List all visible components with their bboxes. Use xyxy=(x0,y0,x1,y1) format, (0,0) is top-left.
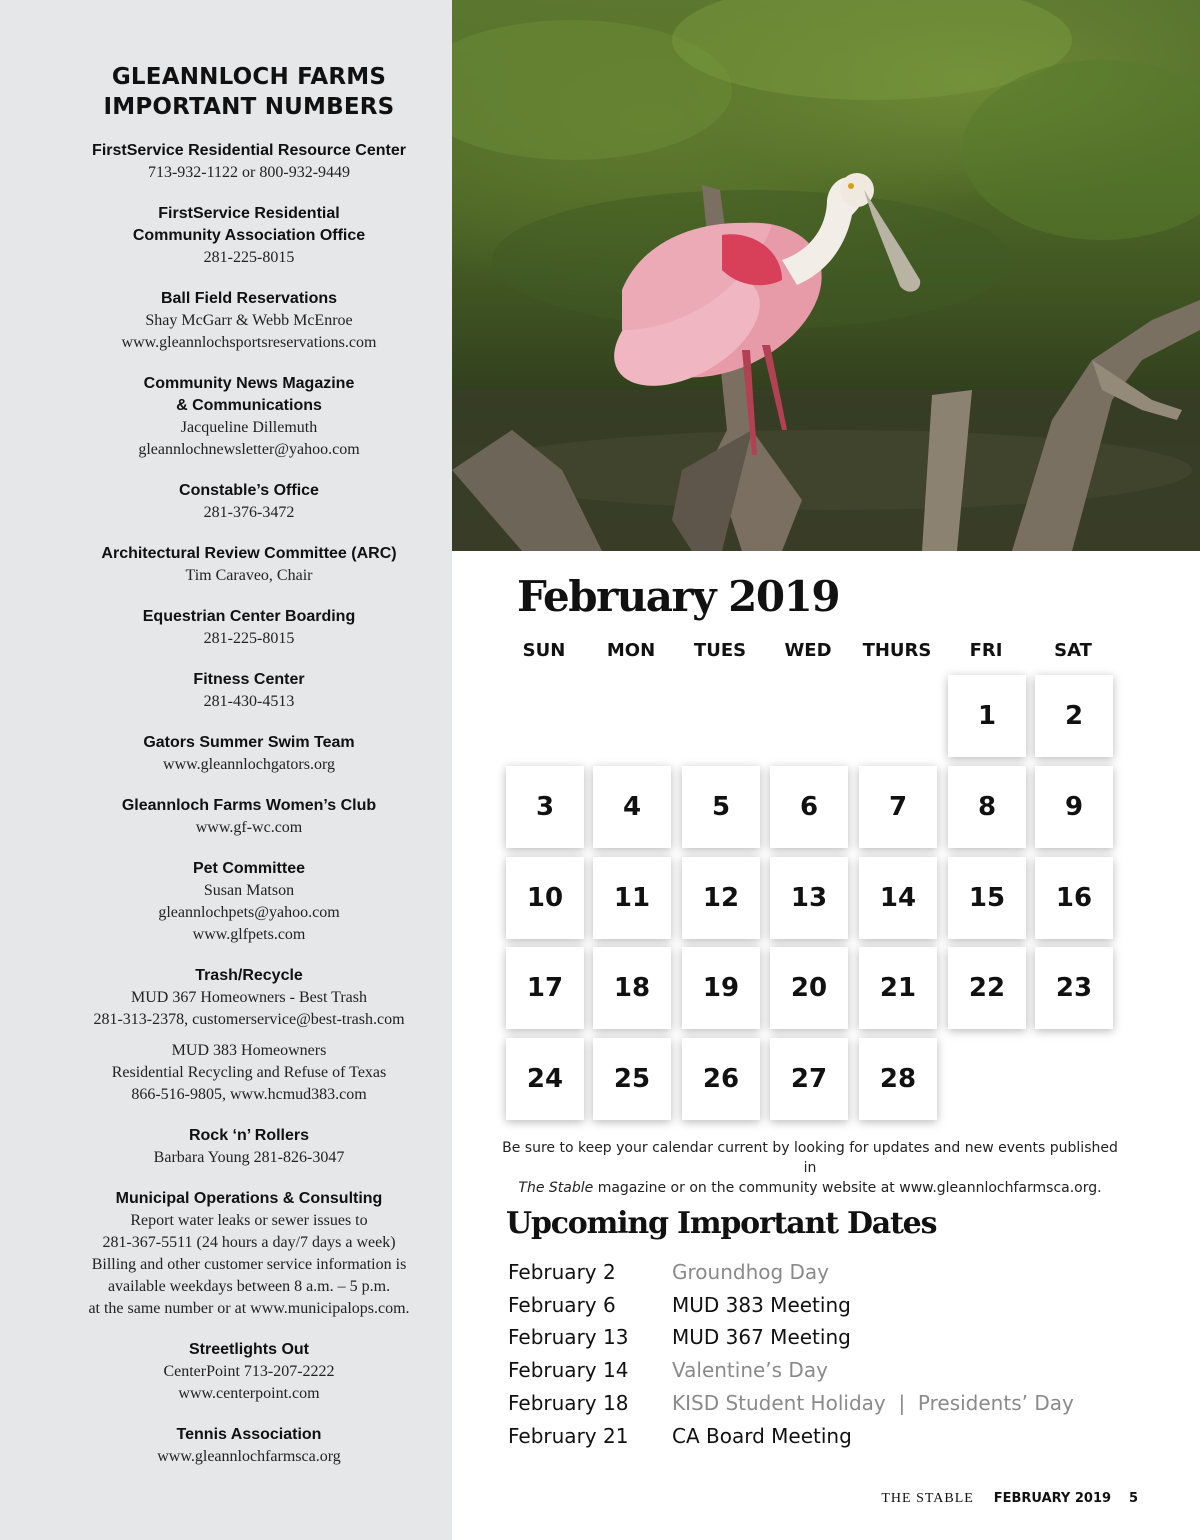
contact-detail: 281-225-8015 xyxy=(203,630,295,647)
contact-entry xyxy=(0,140,498,184)
contact-entry xyxy=(0,795,498,839)
calendar-note-line-2-rest: magazine or on the community website at www.gleannlochfarmsca.org. xyxy=(593,1180,1102,1196)
calendar-day-cell: 25 xyxy=(593,1038,671,1120)
magazine-name: The Stable xyxy=(518,1180,594,1196)
contact-detail: MUD 383 Homeowners xyxy=(171,1042,327,1059)
contact-entry xyxy=(0,480,498,524)
contact-detail: Tim Caraveo, Chair xyxy=(185,567,313,584)
calendar-day-cell: 24 xyxy=(506,1038,584,1120)
contact-entry xyxy=(0,669,498,713)
contact-detail: Billing and other customer service information is xyxy=(91,1256,407,1273)
day-of-week-label: WED xyxy=(784,640,832,661)
contact-detail: www.gleannlochsportsreservations.com xyxy=(121,334,377,351)
contact-detail: 281-313-2378, customerservice@best-trash.com xyxy=(93,1011,405,1028)
contact-detail: 713-932-1122 or 800-932-9449 xyxy=(147,164,351,181)
upcoming-dates-title: Upcoming Important Dates xyxy=(506,1206,937,1241)
contact-detail: Shay McGarr & Webb McEnroe xyxy=(145,312,353,329)
contact-entry xyxy=(0,203,498,269)
calendar-day-cell: 18 xyxy=(593,947,671,1029)
calendar-day-cell: 13 xyxy=(770,857,848,939)
upcoming-event: MUD 383 Meeting xyxy=(672,1292,851,1317)
contact-name: Gleannloch Farms Women’s Club xyxy=(121,797,377,814)
calendar-day-cell: 4 xyxy=(593,766,671,848)
calendar-day-cell: 19 xyxy=(682,947,760,1029)
calendar-day-cell: 7 xyxy=(859,766,937,848)
contact-detail: Residential Recycling and Refuse of Texas xyxy=(111,1064,387,1081)
contact-entry xyxy=(0,1125,498,1169)
calendar-day-cell: 3 xyxy=(506,766,584,848)
upcoming-event: Valentine’s Day xyxy=(672,1358,828,1383)
upcoming-event: Groundhog Day xyxy=(672,1260,830,1284)
calendar-month-title: February 2019 xyxy=(517,572,840,621)
contact-detail: 281-376-3472 xyxy=(203,504,295,521)
calendar-day-cell: 1 xyxy=(948,675,1026,757)
calendar-day-cell: 8 xyxy=(948,766,1026,848)
sidebar-title xyxy=(0,62,498,122)
important-numbers-sidebar xyxy=(0,0,452,1540)
calendar-day-cell: 27 xyxy=(770,1038,848,1120)
contact-detail: www.glfpets.com xyxy=(192,926,306,943)
contact-detail: www.gf-wc.com xyxy=(195,819,303,836)
footer-publication: THE STABLE xyxy=(881,1491,974,1506)
contact-detail: 281-225-8015 xyxy=(203,249,295,266)
contact-name: Tennis Association xyxy=(176,1426,322,1443)
calendar-day-cell: 9 xyxy=(1035,766,1113,848)
day-of-week-label: MON xyxy=(606,640,656,661)
contact-name: & Communications xyxy=(176,397,322,414)
contact-detail: 281-367-5511 (24 hours a day/7 days a week) xyxy=(102,1234,396,1251)
contact-detail: www.centerpoint.com xyxy=(178,1385,320,1402)
calendar-day-cell: 10 xyxy=(506,857,584,939)
contact-name: Ball Field Reservations xyxy=(160,290,338,307)
contact-name: Trash/Recycle xyxy=(195,967,303,984)
contact-list xyxy=(0,140,498,1487)
footer-issue: FEBRUARY 2019 xyxy=(993,1491,1112,1506)
day-of-week-label: FRI xyxy=(969,640,1003,661)
contact-detail: Susan Matson xyxy=(203,882,295,899)
contact-detail: www.gleannlochfarmsca.org xyxy=(157,1448,341,1465)
calendar-day-cell: 28 xyxy=(859,1038,937,1120)
contact-name: FirstService Residential Resource Center xyxy=(92,142,406,159)
contact-detail: Report water leaks or sewer issues to xyxy=(130,1212,368,1229)
day-of-week-label: SAT xyxy=(1054,640,1092,661)
contact-detail: www.gleannlochgators.org xyxy=(163,756,335,773)
contact-detail: at the same number or at www.municipalops.com. xyxy=(88,1300,410,1317)
calendar-day-cell: 5 xyxy=(682,766,760,848)
upcoming-event: MUD 367 Meeting xyxy=(672,1325,851,1350)
contact-name: Constable’s Office xyxy=(179,482,319,499)
upcoming-date: February 2 xyxy=(508,1260,616,1284)
contact-entry xyxy=(0,1188,498,1320)
calendar-day-cell: 16 xyxy=(1035,857,1113,939)
contact-entry xyxy=(0,1339,498,1405)
sidebar-title-line-1: GLEANNLOCH FARMS xyxy=(111,64,387,90)
contact-detail: CenterPoint 713-207-2222 xyxy=(163,1363,335,1380)
calendar-day-cell: 15 xyxy=(948,857,1026,939)
contact-entry xyxy=(0,965,498,1106)
footer-page-number: 5 xyxy=(1128,1491,1138,1506)
contact-entry xyxy=(0,373,498,461)
contact-sub-entry xyxy=(0,1040,498,1106)
calendar-day-cell: 6 xyxy=(770,766,848,848)
contact-detail: gleannlochpets@yahoo.com xyxy=(158,904,340,921)
calendar-day-cell: 2 xyxy=(1035,675,1113,757)
page-footer xyxy=(881,1489,1138,1507)
contact-entry xyxy=(0,606,498,650)
calendar-day-cell: 23 xyxy=(1035,947,1113,1029)
contact-entry xyxy=(0,732,498,776)
calendar-day-cell: 20 xyxy=(770,947,848,1029)
contact-name: FirstService Residential xyxy=(158,205,340,222)
calendar-day-cell: 11 xyxy=(593,857,671,939)
sidebar-title-line-2: IMPORTANT NUMBERS xyxy=(103,94,395,120)
upcoming-date: February 18 xyxy=(508,1390,629,1415)
upcoming-date: February 14 xyxy=(508,1358,629,1383)
contact-detail: MUD 367 Homeowners - Best Trash xyxy=(131,989,367,1006)
calendar-day-cell: 14 xyxy=(859,857,937,939)
contact-detail: Jacqueline Dillemuth xyxy=(180,419,318,436)
upcoming-event: KISD Student Holiday | Presidents’ Day xyxy=(672,1390,1074,1415)
calendar-note-line-2 xyxy=(500,1178,1120,1198)
day-of-week-label: SUN xyxy=(522,640,566,661)
contact-name: Equestrian Center Boarding xyxy=(142,608,356,625)
calendar-note-line-1: Be sure to keep your calendar current by looking for updates and new events published in xyxy=(502,1140,1118,1176)
roseate-spoonbill-illustration xyxy=(452,0,1200,551)
day-of-week-label: TUES xyxy=(693,640,747,661)
calendar-day-cell: 22 xyxy=(948,947,1026,1029)
contact-detail: Barbara Young 281-826-3047 xyxy=(153,1149,345,1166)
contact-name: Fitness Center xyxy=(193,671,305,688)
calendar-day-cell: 12 xyxy=(682,857,760,939)
contact-name: Pet Committee xyxy=(192,860,306,877)
contact-name: Rock ‘n’ Rollers xyxy=(188,1127,310,1144)
contact-detail: available weekdays between 8 a.m. – 5 p.m. xyxy=(107,1278,391,1295)
spoonbill-photo xyxy=(452,0,1200,551)
contact-name: Architectural Review Committee (ARC) xyxy=(101,545,397,562)
contact-entry xyxy=(0,1424,498,1468)
contact-name: Municipal Operations & Consulting xyxy=(115,1190,383,1207)
contact-detail: gleannlochnewsletter@yahoo.com xyxy=(138,441,360,458)
contact-name: Gators Summer Swim Team xyxy=(143,734,355,751)
contact-name: Community Association Office xyxy=(132,227,366,244)
contact-entry xyxy=(0,858,498,946)
upcoming-date: February 21 xyxy=(508,1423,629,1448)
calendar-day-cell: 21 xyxy=(859,947,937,1029)
contact-entry xyxy=(0,543,498,587)
contact-entry xyxy=(0,288,498,354)
day-of-week-label: THURS xyxy=(862,640,932,661)
contact-detail: 281-430-4513 xyxy=(203,693,295,710)
upcoming-date: February 13 xyxy=(508,1325,629,1350)
calendar-day-cell: 26 xyxy=(682,1038,760,1120)
calendar-day-cell: 17 xyxy=(506,947,584,1029)
contact-detail: 866-516-9805, www.hcmud383.com xyxy=(131,1086,367,1103)
upcoming-event: CA Board Meeting xyxy=(672,1423,852,1448)
calendar-note xyxy=(500,1138,1120,1198)
contact-name: Community News Magazine xyxy=(143,375,355,392)
upcoming-date: February 6 xyxy=(508,1292,616,1317)
contact-name: Streetlights Out xyxy=(188,1341,309,1358)
